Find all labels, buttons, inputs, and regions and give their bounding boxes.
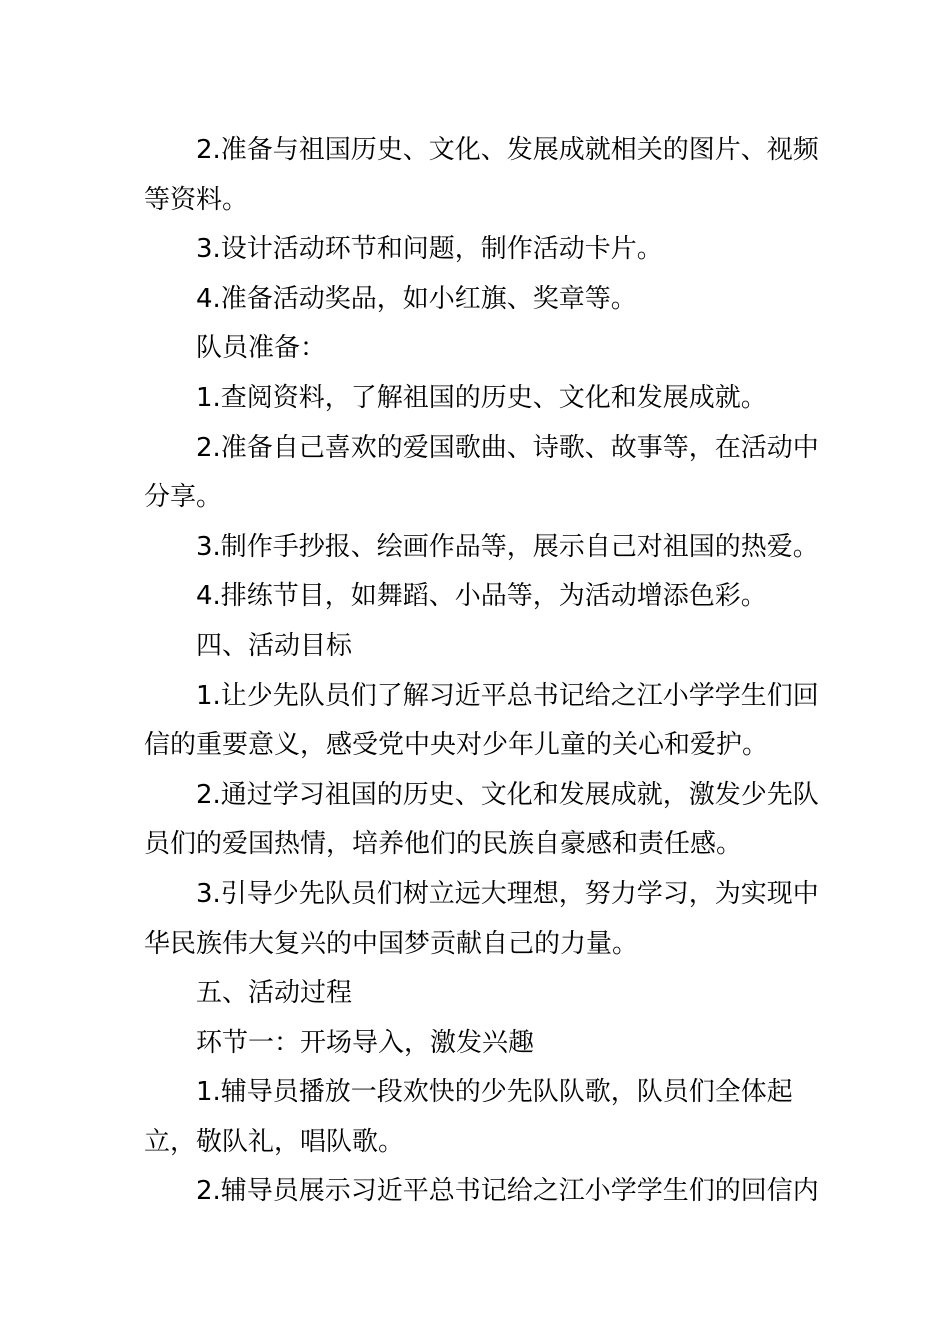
paragraph-songs-poems: 2.准备自己喜欢的爱国歌曲、诗歌、故事等，在活动中分享。 bbox=[144, 432, 819, 513]
document-body bbox=[144, 126, 824, 1217]
paragraph-prep-materials: 2.准备与祖国历史、文化、发展成就相关的图片、视频等资料。 bbox=[144, 135, 819, 215]
paragraph-goal-3: 3.引导少先队员们树立远大理想，努力学习，为实现中华民族伟大复兴的中国梦贡献自己的力量。 bbox=[144, 878, 819, 959]
paragraph-goal-1: 1.让少先队员们了解习近平总书记给之江小学学生们回信的重要意义，感受党中央对少年儿童的关心和爱护。 bbox=[144, 680, 819, 761]
paragraph-goal-2: 2.通过学习祖国的历史、文化和发展成就，激发少先队员们的爱国热情，培养他们的民族自豪感和责任感。 bbox=[144, 779, 819, 860]
paragraph-posters: 3.制作手抄报、绘画作品等，展示自己对祖国的热爱。 bbox=[196, 531, 819, 562]
heading-member-preparation: 队员准备： bbox=[196, 333, 327, 364]
paragraph-rehearse: 4.排练节目，如舞蹈、小品等，为活动增添色彩。 bbox=[196, 581, 767, 612]
heading-segment-one: 环节一：开场导入，激发兴趣 bbox=[196, 1027, 535, 1058]
paragraph-anthem: 1.辅导员播放一段欢快的少先队队歌，队员们全体起立，敬队礼，唱队歌。 bbox=[144, 1077, 793, 1157]
paragraph-design-activity: 3.设计活动环节和问题，制作活动卡片。 bbox=[196, 234, 663, 265]
paragraph-prepare-prizes: 4.准备活动奖品，如小红旗、奖章等。 bbox=[196, 283, 637, 314]
heading-activity-process: 五、活动过程 bbox=[196, 978, 353, 1009]
paragraph-research: 1.查阅资料，了解祖国的历史、文化和发展成就。 bbox=[196, 382, 767, 413]
paragraph-show-letter: 2.辅导员展示习近平总书记给之江小学学生们的回信内 bbox=[196, 1176, 819, 1207]
heading-activity-goals: 四、活动目标 bbox=[196, 630, 353, 661]
